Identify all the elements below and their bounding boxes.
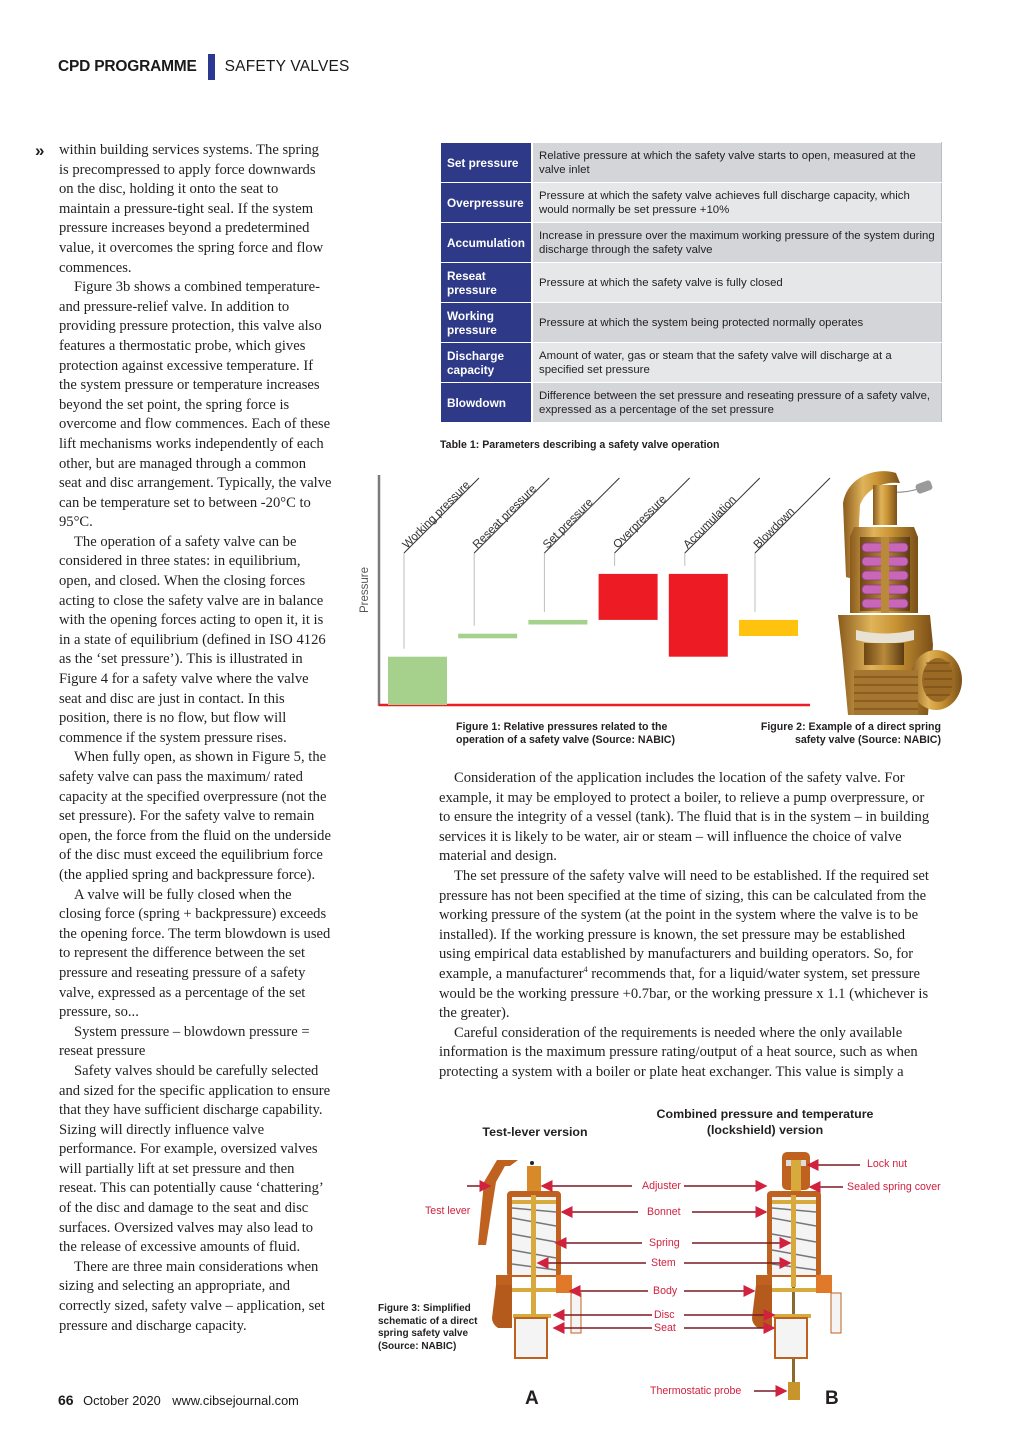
definition-cell: Difference between the set pressure and reseating pressure of a safety valve, expressed as a percentage of the set pressure (532, 383, 942, 423)
figure2-valve-photo (818, 465, 963, 715)
y-axis-label: Pressure (359, 566, 371, 614)
term-cell: Reseat pressure (441, 263, 533, 303)
figure2-caption: Figure 2: Example of a direct spring safety valve (Source: NABIC) (760, 721, 941, 746)
table-row (441, 383, 942, 423)
pressure-chart-svg (350, 465, 820, 715)
reference-superscript: 4 (583, 965, 588, 975)
definition-cell: Pressure at which the system being protected normally operates (532, 303, 942, 343)
label-seat: Seat (654, 1322, 676, 1334)
bar-blowdown (739, 620, 798, 636)
website-link[interactable]: www.cibsejournal.com (172, 1393, 299, 1408)
bar-reseat-pressure (458, 634, 517, 639)
bar-accumulation (669, 574, 728, 657)
figure3-schematic (370, 1100, 970, 1420)
equation-paragraph: System pressure – blowdown pressure = reseat pressure (59, 1023, 310, 1060)
label-body: Body (653, 1285, 678, 1297)
category-label: Working pressure (400, 479, 473, 552)
label-stem: Stem (651, 1257, 676, 1269)
label-test-lever: Test lever (425, 1205, 471, 1217)
category-label: Reseat pressure (470, 482, 539, 552)
body-paragraph: Figure 3b shows a combined temperature- and pressure-relief valve. In addition to providing pressure protection, this valve also features a thermostatic probe, which gives protection against excessive temperature. If the system pressure or temperature increases beyond the set point, the spring force is overcome and flow commences. Each of these lift mechanisms works independently of each other, but are managed through a common seat and disc arrangement. Typically, the valve can be temperature set to between -20°C to 95°C. (59, 279, 332, 531)
running-header (58, 56, 350, 78)
category-label: Accumulation (681, 493, 739, 552)
body-paragraph: A valve will be fully closed when the closing force (spring + backpressure) exceeds the opening force. The term blowdown is used to represent the difference between the set pressure and reseating pressure of a safety valve, expressed as a percentage of the set pressure, so... (59, 886, 331, 1021)
label-lock-nut: Lock nut (867, 1158, 908, 1170)
table-row (441, 143, 942, 183)
figure3-title-b: Combined pressure and temperature (lockshield) version (656, 1107, 874, 1137)
label-bonnet: Bonnet (647, 1206, 681, 1218)
definition-cell: Amount of water, gas or steam that the safety valve will discharge at a specified set pressure (532, 343, 942, 383)
category-label: Overpressure (611, 493, 669, 552)
term-cell: Blowdown (441, 383, 533, 423)
continuation-chevron-icon: » (35, 141, 42, 160)
body-paragraph (439, 867, 939, 1024)
definition-cell: Pressure at which the safety valve achieves full discharge capacity, which would normally be set pressure +10% (532, 183, 942, 223)
label-spring: Spring (649, 1237, 680, 1249)
body-paragraph: The operation of a safety valve can be considered in three states: in equilibrium, open, and closed. When the closing forces acting to close the safety valve are in balance with the opening forces acting to open it, it is in a state of equilibrium (defined in ISO 4126 as the ‘set pressure’). This is illustrated in Figure 4 for a safety valve where the valve seat and disc are just in contact. In this position, there is no flow, but flow will commence if the system pressure rises. (59, 533, 326, 746)
brass-safety-valve-image (818, 465, 963, 715)
left-body-column (35, 141, 332, 1336)
header-divider-bar (208, 54, 215, 80)
table-row (441, 303, 942, 343)
category-labels-group (401, 479, 798, 551)
figure1-pressure-chart (350, 465, 820, 715)
body-paragraph: Careful consideration of the requirements is needed where the only available information is the maximum pressure rating/output of a heat source, such as when protecting a system with a boiler or plate heat exchanger. This value is simply a (439, 1024, 918, 1080)
parameters-table (440, 142, 942, 423)
page-number: 66 (58, 1392, 74, 1408)
bar-set-pressure (528, 620, 587, 625)
body-paragraph: Consideration of the application includes the location of the safety valve. For example, it may be employed to protect a boiler, to relieve a pump overpressure, or to ensure the integrity of a vessel (tank). The fluid that is in the system – in building services it is likely to be water, air or steam – will influence the choice of valve material and design. (439, 770, 930, 865)
valve-b-letter: B (825, 1388, 839, 1409)
valve-a-letter: A (525, 1388, 539, 1409)
page-footer (58, 1392, 299, 1408)
term-cell: Accumulation (441, 223, 533, 263)
term-cell: Working pressure (441, 303, 533, 343)
label-adjuster: Adjuster (642, 1180, 681, 1192)
category-label: Set pressure (541, 496, 596, 552)
definition-cell: Relative pressure at which the safety valve starts to open, measured at the valve inlet (532, 143, 942, 183)
table-row (441, 223, 942, 263)
figure3-caption: Figure 3: Simplified schematic of a direct spring safety valve (Source: NABIC) (378, 1303, 478, 1352)
category-label: Blowdown (751, 505, 798, 552)
definition-cell: Increase in pressure over the maximum working pressure of the system during discharge through the safety valve (532, 223, 942, 263)
body-text: recommends that, for a liquid/water system, set pressure would be the working pressure +0.7bar, or the working pressure x 1.1 (whichever is the greater). (439, 965, 929, 1022)
section-label: CPD PROGRAMME (58, 58, 197, 75)
valve-b-drawing (752, 1152, 841, 1400)
right-body-column (439, 769, 939, 1083)
table-row (441, 343, 942, 383)
definition-cell: Pressure at which the safety valve is fully closed (532, 263, 942, 303)
body-paragraph: within building services systems. The spring is precompressed to apply force downwards on the disc, holding it onto the seat to maintain a pressure-tight seal. If the system pressure increases beyond a predetermined value, it overcomes the spring force and flow commences. (59, 142, 324, 276)
table-row (441, 183, 942, 223)
bars-group (388, 574, 798, 705)
body-paragraph: Safety valves should be carefully selected and sized for the specific application to ensure that they have sufficient discharge capability. Sizing will directly influence valve performance. For example, oversized valves will partially lift at set pressure and then reseat. This can potentially cause ‘chattering’ of the disc and damage to the seat and disc surfaces. Oversized valves may also lead to the release of excessive amounts of fluid. (59, 1062, 331, 1256)
topic-label: SAFETY VALVES (224, 58, 350, 75)
body-paragraph: There are three main considerations when sizing and selecting an appropriate, and correctly sized, safety valve – application, set pressure and discharge capacity. (59, 1258, 325, 1334)
bar-working-pressure (388, 657, 447, 705)
table-row (441, 263, 942, 303)
label-disc: Disc (654, 1309, 675, 1321)
term-cell: Set pressure (441, 143, 533, 183)
label-thermostatic-probe: Thermostatic probe (650, 1385, 742, 1397)
body-text: The set pressure of the safety valve will need to be established. If the required set pressure has not been specified at the time of sizing, this can be calculated from the working pressure of the system (at the point in the system where the valve is to be installed). If the working pressure is known, the set pressure may be established using empirical data established by manufacturers and building operators. So, for example, a manufacturer (439, 867, 929, 982)
table-caption: Table 1: Parameters describing a safety valve operation (440, 439, 720, 451)
term-cell: Overpressure (441, 183, 533, 223)
label-sealed-spring-cover: Sealed spring cover (847, 1181, 941, 1193)
term-cell: Discharge capacity (441, 343, 533, 383)
body-paragraph: When fully open, as shown in Figure 5, the safety valve can pass the maximum/ rated capacity at the specified overpressure (not the set pressure). For the safety valve to remain open, the force from the fluid on the underside of the disc must exceed the equilibrium force (the applied spring and backpressure force). (59, 749, 331, 883)
figure1-caption: Figure 1: Relative pressures related to the operation of a safety valve (Source: NABIC) (456, 721, 675, 746)
issue-date: October 2020 (83, 1393, 161, 1408)
figure3-title-a: Test-lever version (482, 1125, 588, 1139)
bar-overpressure (599, 574, 658, 620)
